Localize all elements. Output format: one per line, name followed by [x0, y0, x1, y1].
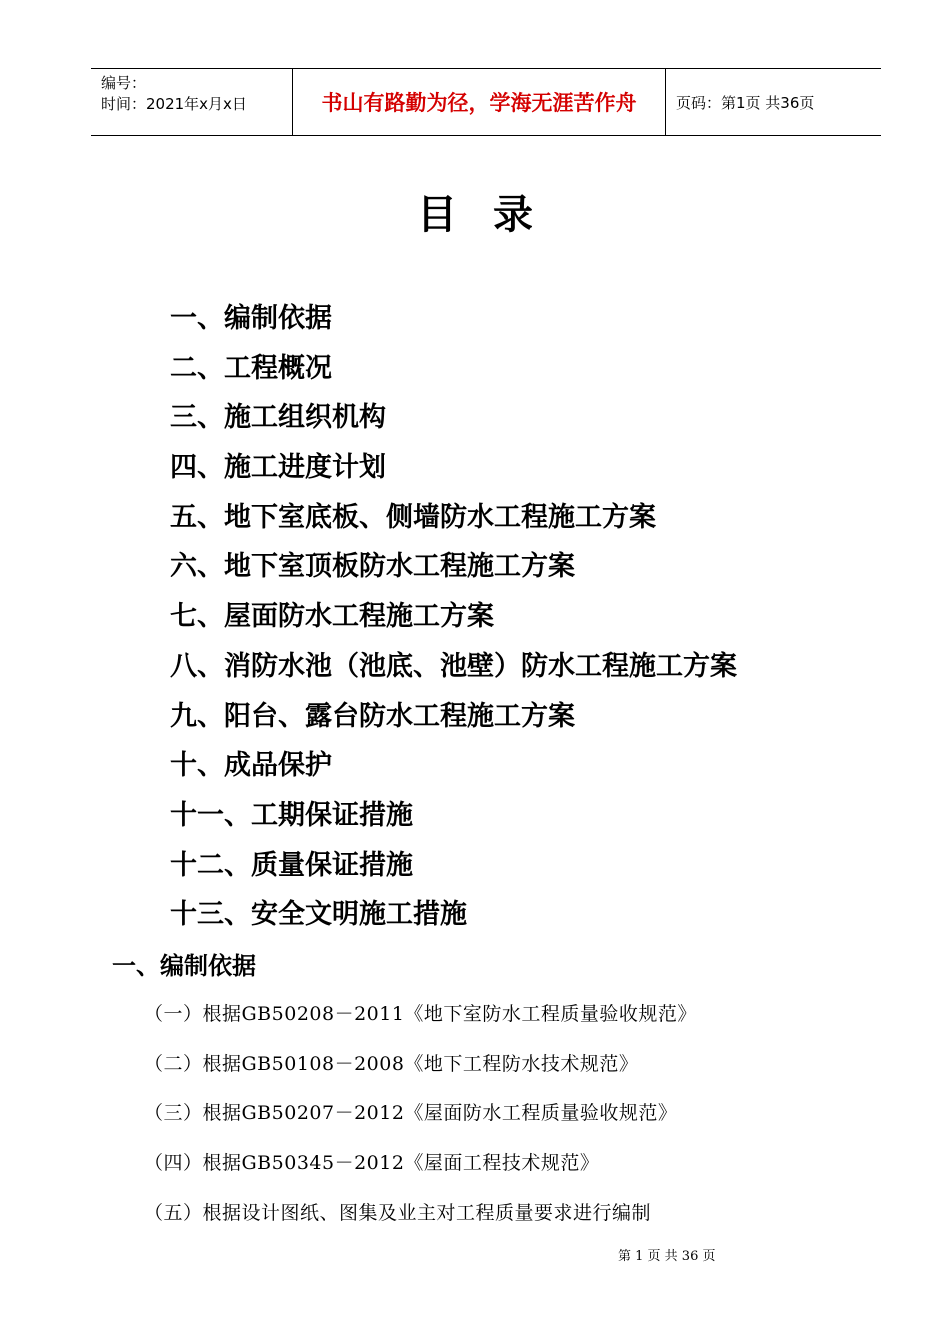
page-header	[91, 68, 881, 136]
toc-item: 十三、安全文明施工措施	[170, 899, 467, 931]
header-motto: 书山有路勤为径，学海无涯苦作舟	[293, 69, 666, 135]
basis-item: （五）根据设计图纸、图集及业主对工程质量要求进行编制	[144, 1201, 652, 1224]
toc-item: 十一、工期保证措施	[170, 799, 413, 831]
toc-item: 九、阳台、露台防水工程施工方案	[170, 700, 575, 732]
basis-list	[144, 990, 697, 1238]
toc-item: 一、编制依据	[170, 303, 332, 334]
time-label: 时间：2021年x月x日	[101, 95, 247, 113]
toc-item: 七、屋面防水工程施工方案	[170, 601, 494, 633]
toc-item: 四、施工进度计划	[170, 452, 386, 484]
header-page-info: 页码：第1页 共36页	[676, 93, 815, 112]
toc-item: 五、地下室底板、侧墙防水工程施工方案	[170, 501, 656, 533]
toc-item: 八、消防水池（池底、池壁）防水工程施工方案	[170, 650, 737, 682]
basis-item: （三）根据GB50207－2012《屋面防水工程质量验收规范》	[144, 1102, 678, 1125]
toc-item: 六、地下室顶板防水工程施工方案	[170, 551, 575, 583]
basis-item: （二）根据GB50108－2008《地下工程防水技术规范》	[144, 1052, 639, 1075]
toc-item: 十、成品保护	[170, 750, 332, 782]
section-heading: 一、编制依据	[112, 952, 256, 980]
basis-item: （一）根据GB50208－2011《地下室防水工程质量验收规范》	[144, 1003, 697, 1025]
page-footer: 第 1 页 共 36 页	[618, 1249, 716, 1264]
toc-title: 目录	[417, 192, 569, 238]
table-of-contents	[170, 294, 737, 940]
toc-item: 十二、质量保证措施	[170, 849, 413, 881]
toc-item: 二、工程概况	[170, 352, 332, 384]
serial-label: 编号：	[101, 74, 147, 92]
basis-item: （四）根据GB50345－2012《屋面工程技术规范》	[144, 1152, 600, 1175]
toc-item: 三、施工组织机构	[170, 402, 386, 434]
header-info-cell	[91, 69, 293, 135]
